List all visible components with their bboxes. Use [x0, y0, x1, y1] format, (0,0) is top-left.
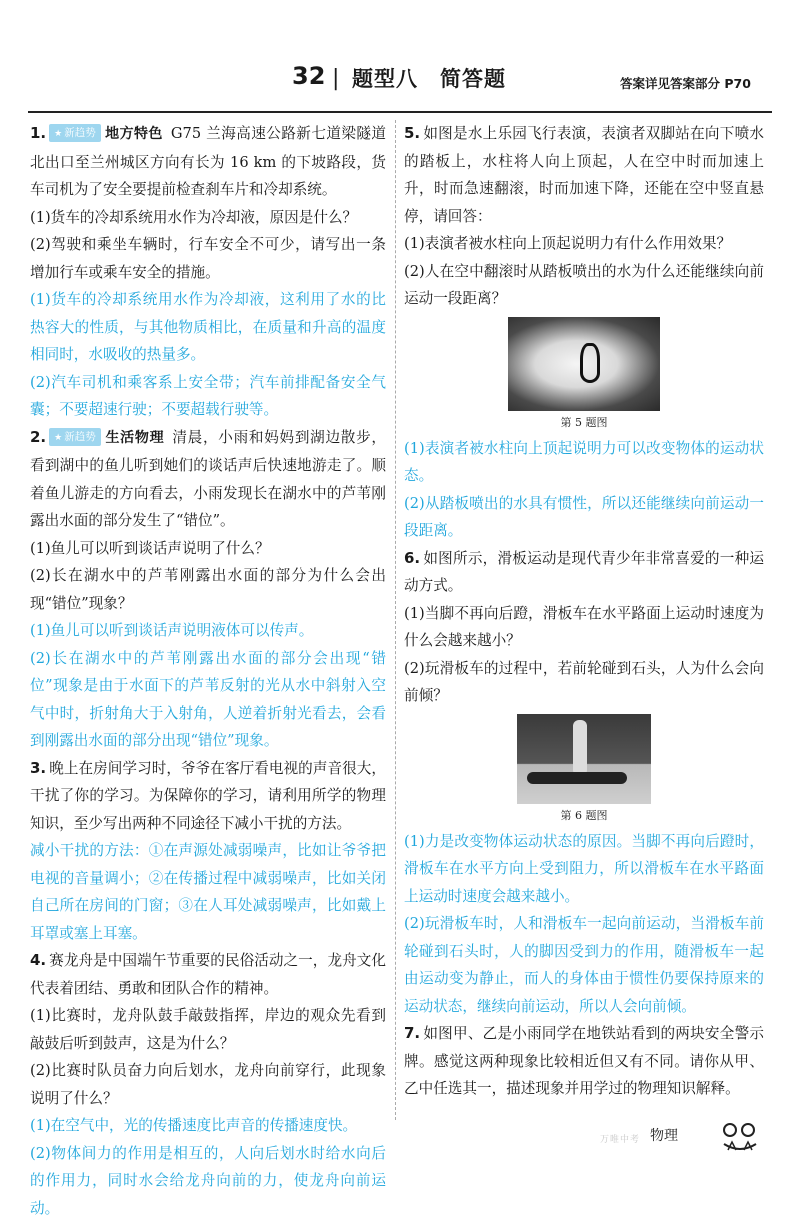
question-stem: G75 兰海高速公路新七道梁隧道北出口至兰州城区方向有长为 16 km 的下坡路段，货车司机为了安全要提前检查刹车片和冷却系统。 — [30, 125, 386, 198]
figure-5 — [404, 317, 764, 435]
question-stem: 如图甲、乙是小雨同学在地铁站看到的两块安全警示牌。感觉这两种现象比较相近但又有不同。请你从甲、乙中任选其一，描述现象并用学过的物理知识解释。 — [404, 1025, 764, 1097]
page-number: 32 — [292, 62, 325, 90]
question-number: 1. — [30, 124, 46, 142]
answer-text: (1)力是改变物体运动状态的原因。当脚不再向后蹬时，滑板车在水平方向上受到阻力，所以滑板车在水平路面上运动时速度会越来越小。 — [404, 828, 764, 911]
new-trend-badge — [49, 428, 101, 446]
badge-label: 新趋势 — [64, 127, 96, 139]
answer-text: (2)从踏板喷出的水具有惯性，所以还能继续向前运动一段距离。 — [404, 490, 764, 545]
sub-question: (1)比赛时，龙舟队鼓手敲鼓指挥，岸边的观众先看到敲鼓后听到鼓声，这是为什么？ — [30, 1002, 386, 1057]
figure-caption: 第 5 题图 — [404, 411, 764, 435]
question-stem: 赛龙舟是中国端午节重要的民俗活动之一，龙舟文化代表着团结、勇敢和团队合作的精神。 — [30, 952, 386, 997]
answer-text: (1)货车的冷却系统用水作为冷却液，这利用了水的比热容大的性质，与其他物质相比，在质量和升高的温度相同时，水吸收的热量多。 — [30, 286, 386, 369]
star-icon: ★ — [54, 433, 62, 443]
answer-text: 减小干扰的方法：①在声源处减弱噪声，比如让爷爷把电视的音量调小；②在传播过程中减弱噪声，比如关闭自己所在房间的门窗；③在人耳处减弱噪声，比如戴上耳罩或塞上耳塞。 — [30, 837, 386, 947]
sub-question: (1)表演者被水柱向上顶起说明力有什么作用效果？ — [404, 230, 764, 258]
question-tag: 地方特色 — [105, 126, 163, 142]
answer-text: (1)鱼儿可以听到谈话声说明液体可以传声。 — [30, 617, 386, 645]
footer-decoration: 万唯中考 — [600, 1132, 640, 1145]
question-number: 5. — [404, 124, 420, 142]
question-number: 3. — [30, 759, 46, 777]
sub-question: (2)长在湖水中的芦苇刚露出水面的部分为什么会出现“错位”现象？ — [30, 562, 386, 617]
skateboard-shape — [527, 772, 627, 784]
question-number: 6. — [404, 549, 420, 567]
question-number: 4. — [30, 951, 46, 969]
question-tag: 生活物理 — [105, 430, 165, 446]
sub-question: (1)鱼儿可以听到谈话声说明了什么？ — [30, 535, 386, 563]
question-7 — [404, 1020, 764, 1103]
leg-shape — [573, 720, 587, 776]
answer-reference: 答案详见答案部分 P70 — [620, 74, 751, 92]
answer-text: (2)汽车司机和乘客系上安全带；汽车前排配备安全气囊；不要超速行驶；不要超载行驶等。 — [30, 369, 386, 424]
answer-text: (1)在空气中，光的传播速度比声音的传播速度快。 — [30, 1112, 386, 1140]
figure-6 — [404, 714, 764, 828]
footer-subject: 物理 — [650, 1125, 678, 1145]
sub-question: (1)当脚不再向后蹬，滑板车在水平路面上运动时速度为什么会越来越小？ — [404, 600, 764, 655]
question-5 — [404, 120, 764, 230]
left-column — [30, 120, 386, 1222]
star-icon: ★ — [54, 129, 62, 139]
question-stem: 清晨，小雨和妈妈到湖边散步，看到湖中的鱼儿听到她们的谈话声后快速地游走了。顺着鱼儿游走的方向看去，小雨发现长在湖水中的芦苇刚露出水面的部分发生了“错位”。 — [30, 429, 386, 530]
question-1 — [30, 120, 386, 204]
question-6 — [404, 545, 764, 600]
answer-text: (1)表演者被水柱向上顶起说明力可以改变物体的运动状态。 — [404, 435, 764, 490]
header-separator: | — [332, 66, 339, 91]
new-trend-badge — [49, 124, 101, 142]
answer-text: (2)长在湖水中的芦苇刚露出水面的部分会出现“错位”现象是由于水面下的芦苇反射的光从水中斜射入空气中时，折射角大于入射角，人逆着折射光看去，会看到刚露出水面的部分出现“错位”现象。 — [30, 645, 386, 755]
question-stem: 晚上在房间学习时，爷爷在客厅看电视的声音很大，干扰了你的学习。为保障你的学习，请利用所学的物理知识，至少写出两种不同途径下减小干扰的方法。 — [30, 760, 386, 832]
question-3 — [30, 755, 386, 838]
question-number: 2. — [30, 428, 46, 446]
answer-text: (2)玩滑板车时，人和滑板车一起向前运动，当滑板车前轮碰到石头时，人的脚因受到力的作用，随滑板车一起由运动变为静止，而人的身体由于惯性仍要保持原来的运动状态，继续向前运动，所以人会向前倾。 — [404, 910, 764, 1020]
header-rule — [28, 111, 772, 113]
question-stem: 如图是水上乐园飞行表演，表演者双脚站在向下喷水的踏板上，水柱将人向上顶起，人在空中时而加速上升，时而急速翻滚，时而加速下降，还能在空中竖直悬停，请回答： — [404, 125, 764, 225]
sub-question: (2)比赛时队员奋力向后划水，龙舟向前穿行，此现象说明了什么？ — [30, 1057, 386, 1112]
question-stem: 如图所示，滑板运动是现代青少年非常喜爱的一种运动方式。 — [404, 550, 764, 595]
performer-shape — [580, 343, 600, 383]
question-2 — [30, 424, 386, 535]
page-header — [0, 62, 800, 102]
column-divider — [395, 120, 396, 1120]
page-footer — [0, 1118, 800, 1158]
answer-text: (2)物体间力的作用是相互的，人向后划水时给水向后的作用力，同时水会给龙舟向前的力，使龙舟向前运动。 — [30, 1140, 386, 1222]
sub-question: (1)货车的冷却系统用水作为冷却液，原因是什么？ — [30, 204, 386, 232]
question-number: 7. — [404, 1024, 420, 1042]
figure-caption: 第 6 题图 — [404, 804, 764, 828]
right-column — [404, 120, 764, 1103]
sub-question: (2)人在空中翻滚时从踏板喷出的水为什么还能继续向前运动一段距离？ — [404, 258, 764, 313]
question-4 — [30, 947, 386, 1002]
flyboard-photo — [508, 317, 660, 411]
section-title: 题型八 简答题 — [352, 63, 506, 93]
badge-label: 新趋势 — [64, 431, 96, 443]
sub-question: (2)玩滑板车的过程中，若前轮碰到石头，人为什么会向前倾？ — [404, 655, 764, 710]
logo-icon — [718, 1120, 762, 1154]
sub-question: (2)驾驶和乘坐车辆时，行车安全不可少，请写出一条增加行车或乘车安全的措施。 — [30, 231, 386, 286]
skateboard-photo — [517, 714, 651, 804]
